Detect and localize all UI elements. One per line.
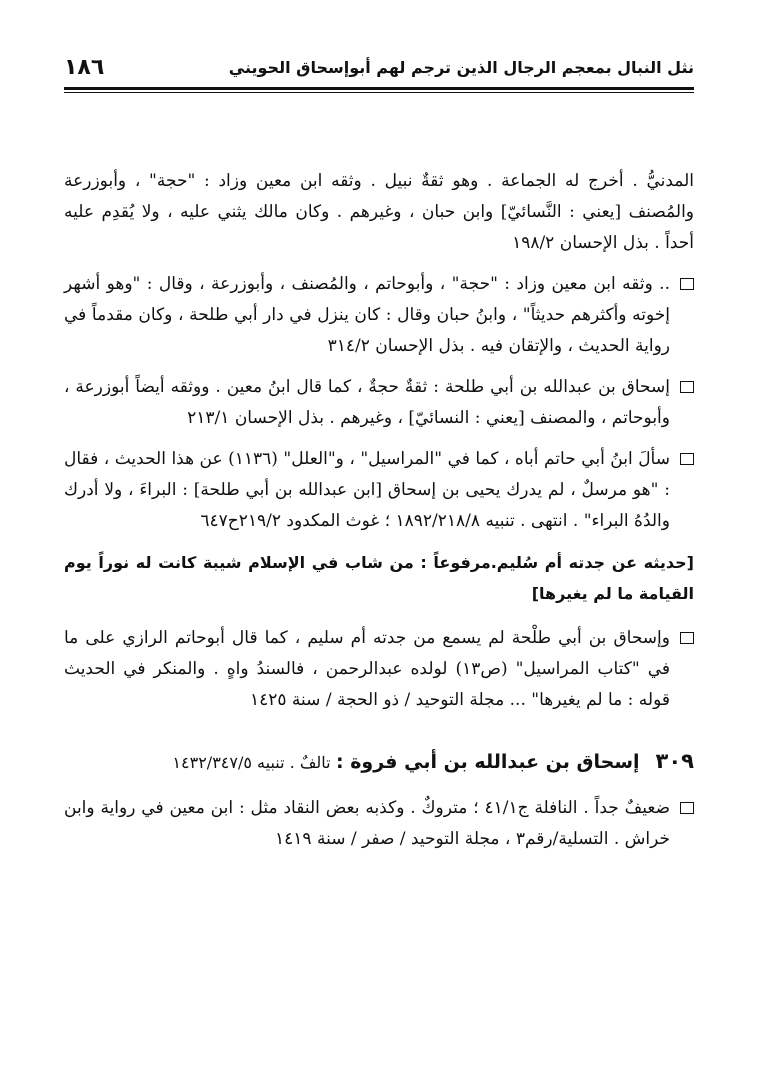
list-item-text: وإسحاق بن أبي طلْحة لم يسمع من جدته أم سليم ، كما قال أبوحاتم الرازي على ما في "كتاب المراسيل" (ص١٣) لولده عبدالرحمن ، فالسندُ واهٍ . والمنكر في الحديث قوله : ما لم يغيرها" ... مجلة التوحيد / ذو الحجة / سنة ١٤٢٥ [64, 628, 670, 710]
entry-number: ٣٠٩ [655, 749, 694, 773]
list-item-text: .. وثقه ابن معين وزاد : "حجة" ، وأبوحاتم ، والمُصنف ، وأبوزرعة ، وقال : "وهو أشهر إخوته وأكثرهم حديثاً" ، وابنُ حبان وقال : كان ينزل في دار أبي طلحة ، وكان مقدماً في رواية الحديث ، والإتقان فيه . بذل الإحسان ٣١٤/٢ [64, 274, 670, 356]
entry-name: إسحاق بن عبدالله بن أبي فروة : [335, 751, 640, 773]
header-rule-thin [64, 92, 694, 93]
square-bullet-icon [680, 453, 694, 465]
list-item-text: سألَ ابنُ أبي حاتم أباه ، كما في "المراسيل" ، و"العلل" (١١٣٦) عن هذا الحديث ، فقال : "هو مرسلٌ ، لم يدرك يحيى بن إسحاق [ابن عبدالله بن أبي طلحة] : البراءَ ، ولا أدرك والدُهُ البراء" . انتهى . تنبيه ١٨٩٢/٢١٨/٨ ؛ غوث المكدود ٢١٩/٢ح٦٤٧ [64, 449, 670, 531]
square-bullet-icon [680, 381, 694, 393]
list-item [64, 623, 694, 716]
page-body [64, 166, 694, 855]
list-item [64, 793, 694, 855]
list-item [64, 269, 694, 362]
list-item-text: ضعيفٌ جداً . النافلة ج٤١/١ ؛ متروكٌ . وكذبه بعض النقاد مثل : ابن معين في رواية وابن خراش . التسلية/رقم٣ ، مجلة التوحيد / صفر / سنة ١٤١٩ [64, 798, 671, 849]
entry-heading [64, 746, 694, 779]
page-header [64, 52, 694, 82]
hadith-note: [حديثه عن جدته أم سُليم.مرفوعاً : من شاب في الإسلام شيبة كانت له نوراً يوم القيامة ما لم يغيرها] [64, 553, 694, 603]
list-item-text: إسحاق بن عبدالله بن أبي طلحة : ثقةٌ حجةٌ ، كما قال ابنُ معين . ووثقه أيضاً أبوزرعة ، وأبوحاتم ، والمصنف [يعني : النسائيّ] ، وغيرهم . بذل الإحسان ٢١٣/١ [64, 377, 670, 428]
header-rule-thick [64, 87, 694, 90]
page-number: ١٨٦ [64, 54, 105, 80]
entry-summary: تالفٌ . تنبيه ١٤٣٢/٣٤٧/٥ [172, 753, 331, 772]
square-bullet-icon [680, 278, 694, 290]
intro-paragraph: المدنيُّ . أخرج له الجماعة . وهو ثقةٌ نبيل . وثقه ابن معين وزاد : "حجة" ، وأبوزرعة والمُصنف [يعني : النَّسائيّ] وابن حبان ، وغيرهم . وكان مالك يثني عليه ، ولا يُقدِم عليه أحداً . بذل الإحسان ١٩٨/٢ [64, 171, 694, 253]
square-bullet-icon [680, 632, 694, 644]
running-title: نثل النبال بمعجم الرجال الذين ترجم لهم أبوإسحاق الحويني [228, 57, 694, 77]
list-item [64, 444, 694, 537]
square-bullet-icon [680, 802, 694, 814]
list-item [64, 372, 694, 434]
